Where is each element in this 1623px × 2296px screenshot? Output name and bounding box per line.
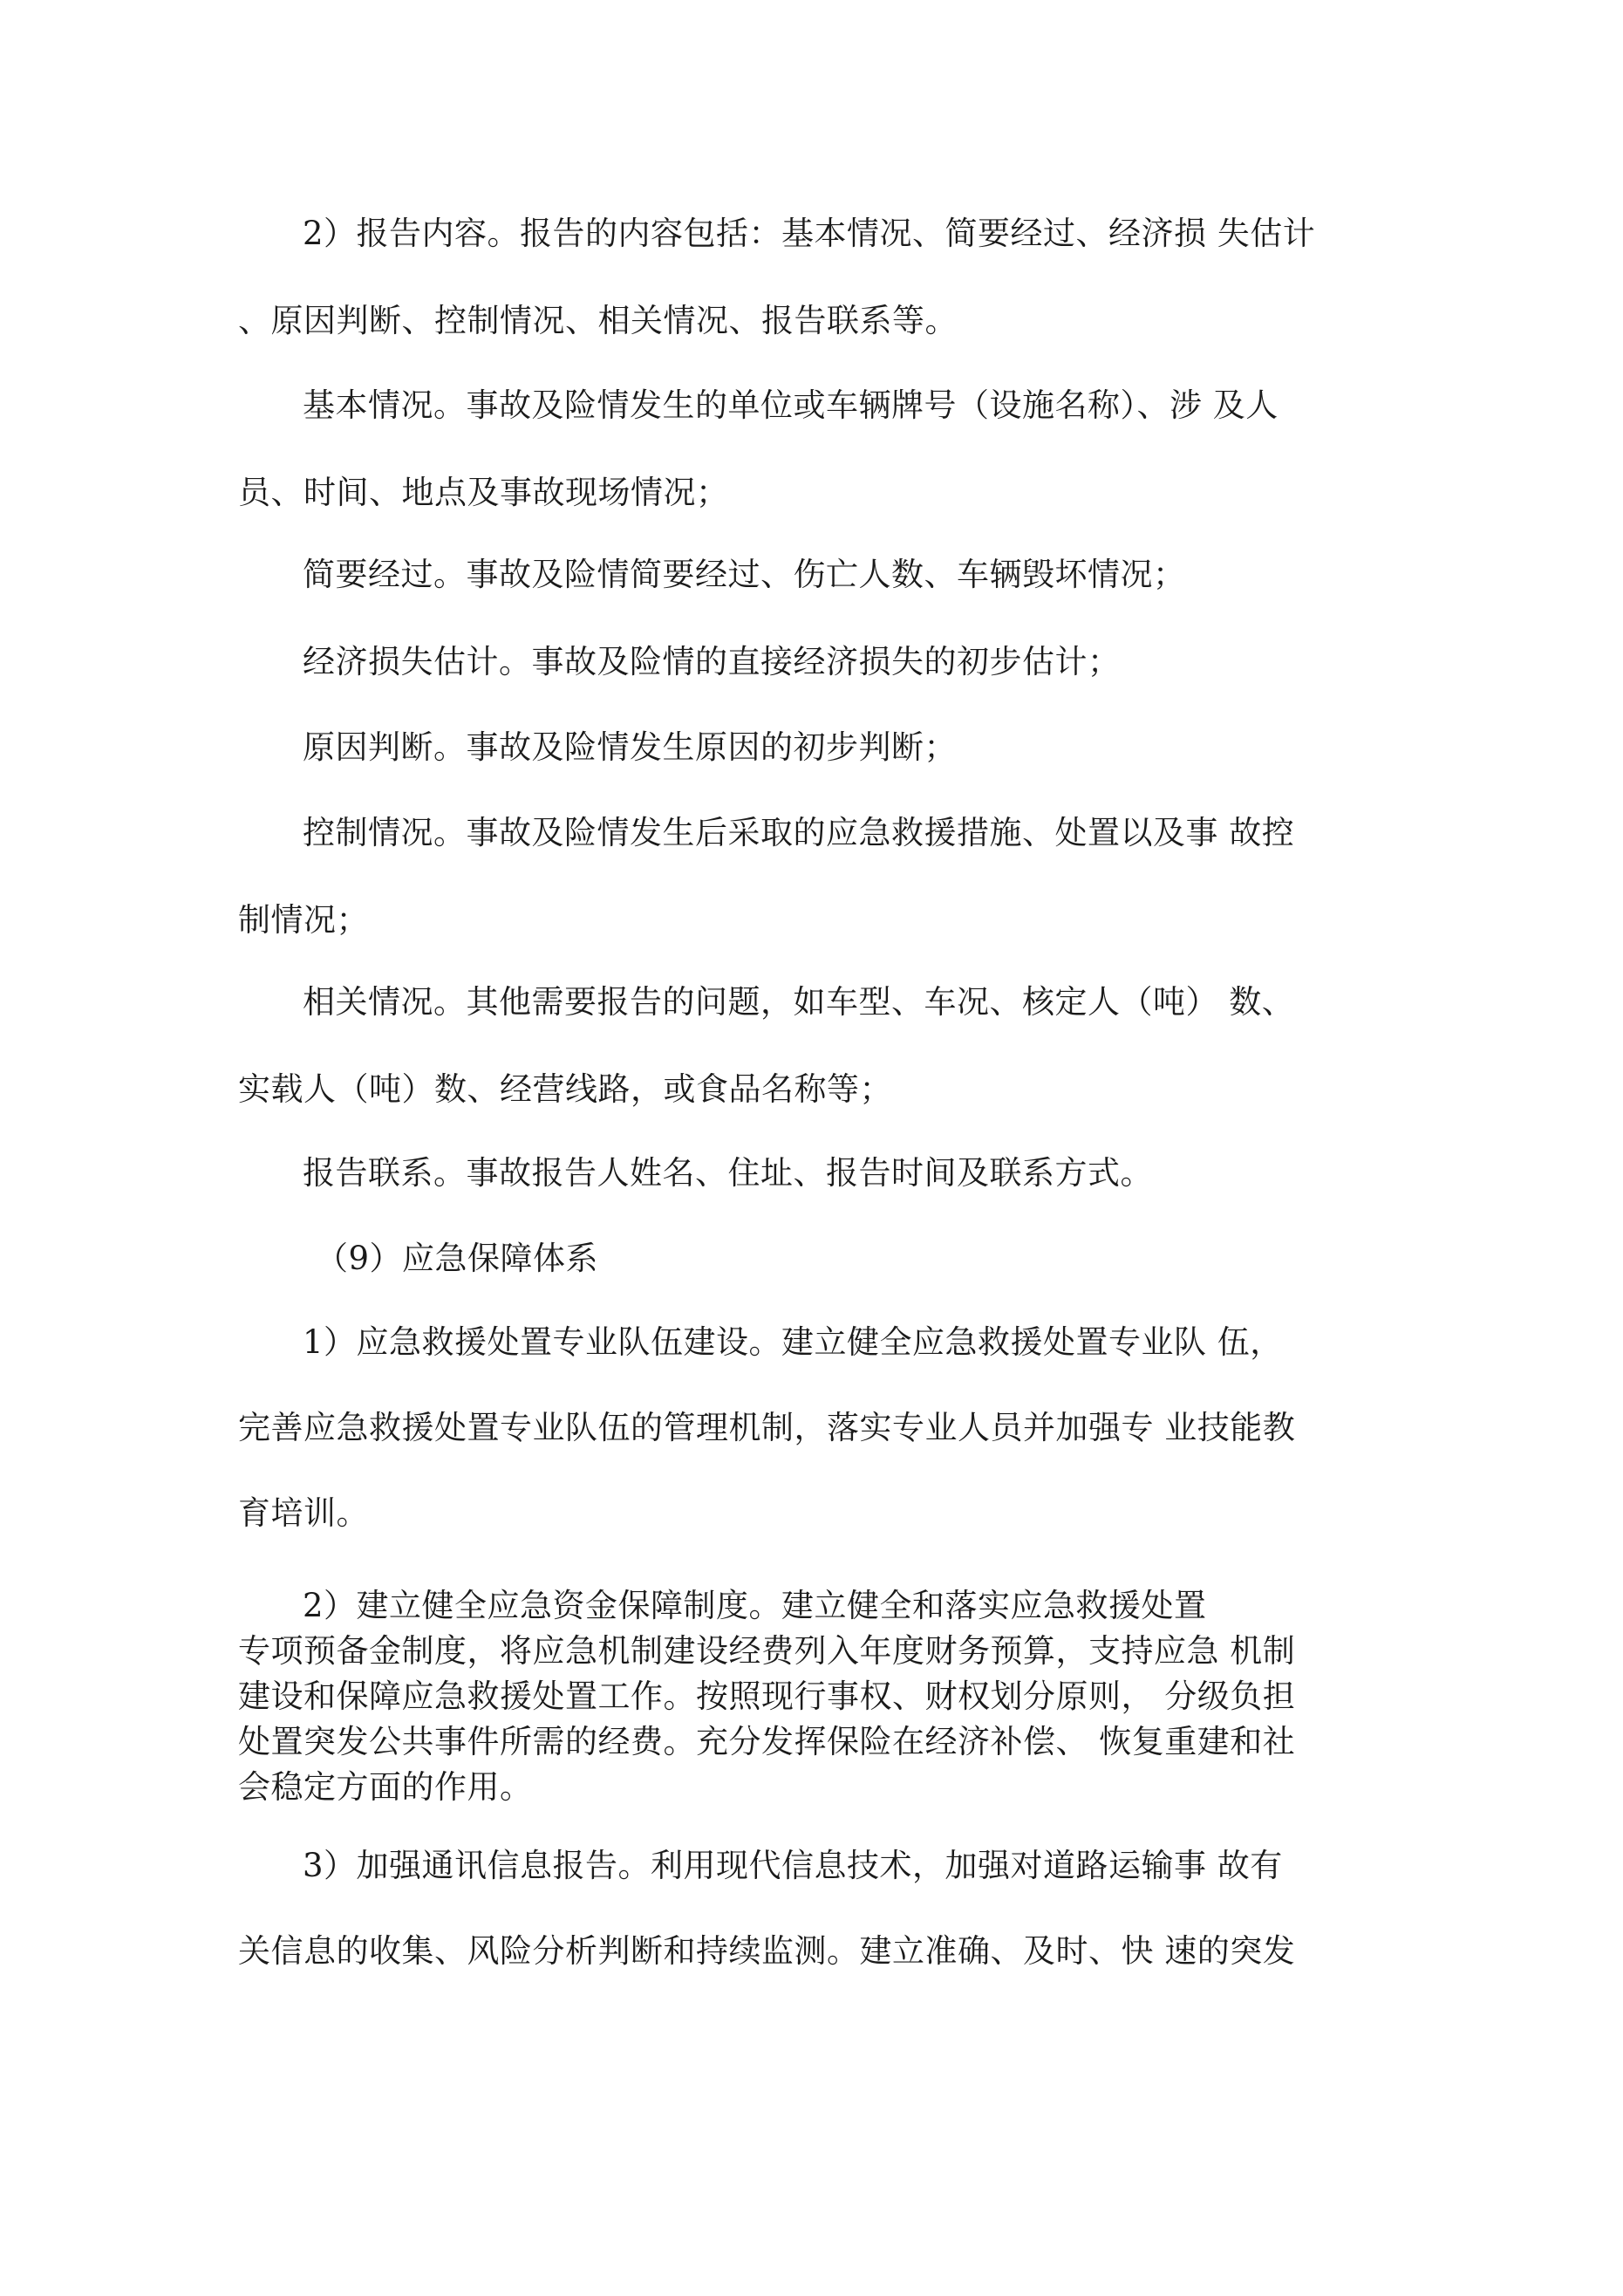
text-line: 2）报告内容。报告的内容包括：基本情况、简要经过、经济损 失估计: [303, 215, 1316, 252]
text-line: 实载人（吨）数、经营线路，或食品名称等；: [238, 1070, 892, 1108]
text-line: 制情况；: [238, 901, 369, 939]
text-line: 会稳定方面的作用。: [238, 1768, 533, 1806]
text-line: 简要经过。事故及险情简要经过、伤亡人数、车辆毁坏情况；: [303, 556, 1186, 593]
text-line: 建设和保障应急救援处置工作。按照现行事权、财权划分原则， 分级负担: [238, 1678, 1296, 1715]
text-line: 报告联系。事故报告人姓名、住址、报告时间及联系方式。: [303, 1154, 1153, 1192]
text-line: 相关情况。其他需要报告的问题，如车型、车况、核定人（吨） 数、: [303, 983, 1295, 1021]
text-line: 原因判断。事故及险情发生原因的初步判断；: [303, 728, 957, 766]
text-line: 员、时间、地点及事故现场情况；: [238, 474, 729, 511]
section-heading: （9）应急保障体系: [316, 1240, 599, 1277]
text-line: 1）应急救援处置专业队伍建设。建立健全应急救援处置专业队 伍，: [303, 1323, 1283, 1361]
text-line: 关信息的收集、风险分析判断和持续监测。建立准确、及时、快 速的突发: [238, 1932, 1296, 1970]
text-line: 专项预备金制度，将应急机制建设经费列入年度财务预算，支持应急 机制: [238, 1632, 1296, 1670]
text-line: 经济损失估计。事故及险情的直接经济损失的初步估计；: [303, 643, 1121, 680]
text-line: 2）建立健全应急资金保障制度。建立健全和落实应急救援处置: [303, 1587, 1207, 1624]
text-line: 处置突发公共事件所需的经费。充分发挥保险在经济补偿、 恢复重建和社: [238, 1723, 1296, 1760]
text-line: 完善应急救援处置专业队伍的管理机制，落实专业人员并加强专 业技能教: [238, 1409, 1296, 1446]
text-line: 、原因判断、控制情况、相关情况、报告联系等。: [238, 302, 958, 339]
text-line: 基本情况。事故及险情发生的单位或车辆牌号（设施名称）、涉 及人: [303, 386, 1279, 424]
text-line: 3）加强通讯信息报告。利用现代信息技术，加强对道路运输事 故有: [303, 1847, 1283, 1884]
text-line: 育培训。: [238, 1494, 369, 1532]
text-line: 控制情况。事故及险情发生后采取的应急救援措施、处置以及事 故控: [303, 814, 1295, 851]
